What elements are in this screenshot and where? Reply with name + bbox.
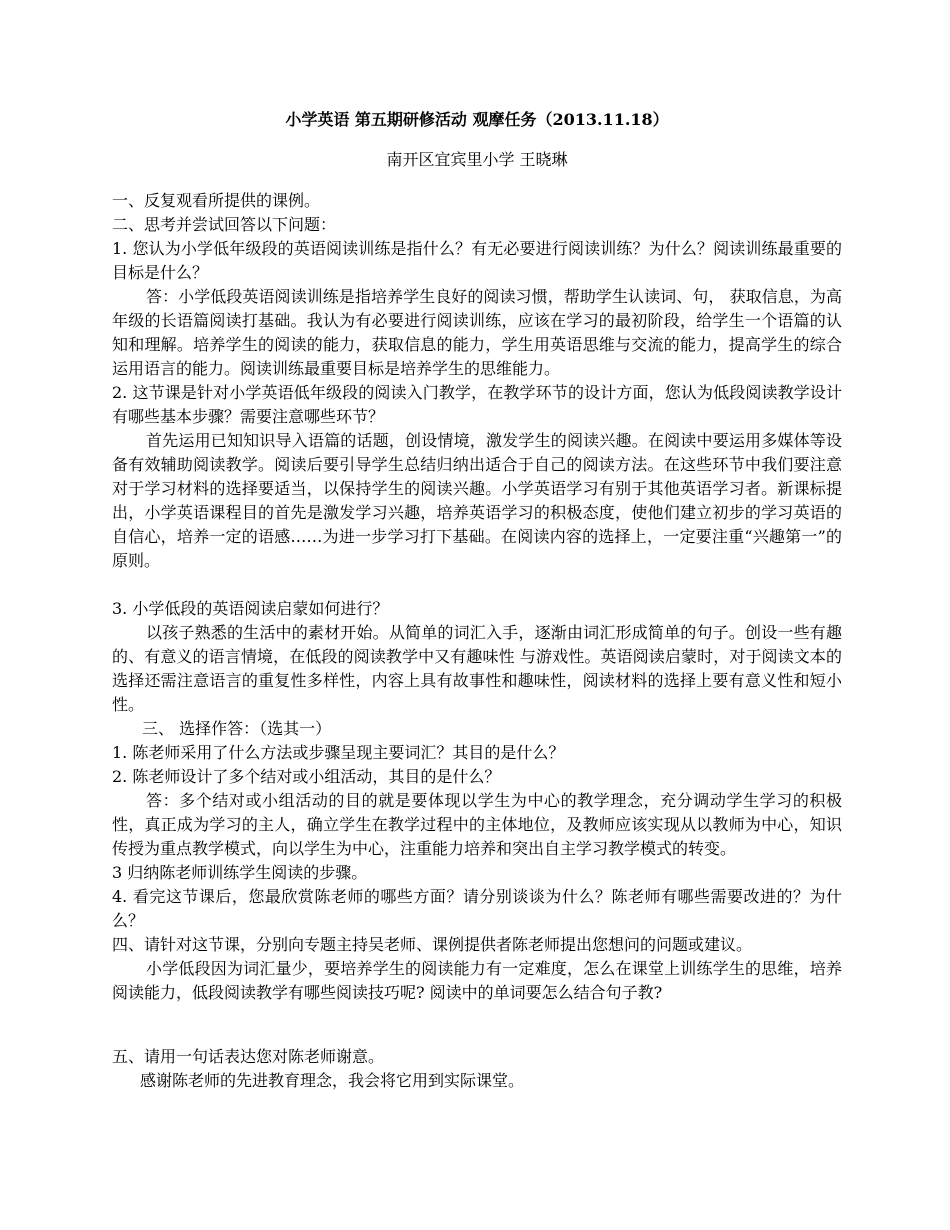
answer-4: 小学低段因为词汇量少，要培养学生的阅读能力有一定难度，怎么在课堂上训练学生的思维，培养阅读能力，低段阅读教学有哪些阅读技巧呢? 阅读中的单词要怎么结合句子教? <box>112 959 842 1002</box>
question-2: 2. 这节课是针对小学英语低年级段的阅读入门教学，在教学环节的设计方面，您认为低段阅读教学设计有哪些基本步骤？需要注意哪些环节？ <box>112 383 842 426</box>
choice-question-2: 2. 陈老师设计了多个结对或小组活动，其目的是什么？ <box>112 767 501 786</box>
spacer <box>112 1005 842 1045</box>
section-5-heading: 五、请用一句话表达您对陈老师谢意。 <box>112 1047 385 1066</box>
answer-2: 首先运用已知知识导入语篇的话题，创设情境，激发学生的阅读兴趣。在阅读中要运用多媒体等设备有效辅助阅读教学。阅读后要引导学生总结归纳出适合于自己的阅读方法。在这些环节中我们要注意对于学习材料的选择要适当，以保持学生的阅读兴趣。小学英语学习有别于其他英语学习者。新课标提出，小学英语课程目的首先是激发学习兴趣，培养英语学习的积极态度，使他们建立初步的学习英语的自信心，培养一定的语感……为进一步学习打下基础。在阅读内容的选择上，一定要注重“兴趣第一”的原则。 <box>112 431 842 570</box>
choice-question-1: 1. 陈老师采用了什么方法或步骤呈现主要词汇？其目的是什么？ <box>112 743 565 762</box>
author-line: 南开区宜宾里小学 王晓琳 <box>386 150 568 169</box>
question-3: 3. 小学低段的英语阅读启蒙如何进行？ <box>112 599 389 618</box>
answer-3: 以孩子熟悉的生活中的素材开始。从简单的词汇入手，逐渐由词汇形成简单的句子。创设一些有趣的、有意义的语言情境，在低段的阅读教学中又有趣味性 与游戏性。英语阅读启蒙时，对于阅读文本的选择还需注意语言的重复性多样性，内容上具有故事性和趣味性，阅读材料的选择上要有意义性和短小性。 <box>112 623 842 714</box>
section-3-heading: 三、 选择作答：（选其一） <box>142 719 332 738</box>
choice-question-4: 4. 看完这节课后，您最欣赏陈老师的哪些方面？请分别谈谈为什么？陈老师有哪些需要改进的？为什么？ <box>112 887 842 930</box>
question-1: 1. 您认为小学低年级段的英语阅读训练是指什么？有无必要进行阅读训练？为什么？阅读训练最重要的目标是什么？ <box>112 239 842 282</box>
section-1-heading: 一、反复观看所提供的课例。 <box>112 191 321 210</box>
section-2-heading: 二、思考并尝试回答以下问题： <box>112 215 337 234</box>
spacer <box>112 573 842 597</box>
choice-question-3: 3 归纳陈老师训练学生阅读的步骤。 <box>112 863 368 882</box>
answer-5: 感谢陈老师的先进教育理念，我会将它用到实际课堂。 <box>140 1071 525 1090</box>
document-title: 小学英语 第五期研修活动 观摩任务（2013.11.18） <box>285 110 669 129</box>
answer-1: 答：小学低段英语阅读训练是指培养学生良好的阅读习惯，帮助学生认读词、句， 获取信息，为高年级的长语篇阅读打基础。我认为有必要进行阅读训练，应该在学习的最初阶段，给学生一个语篇的认知和理解。培养学生的阅读的能力，获取信息的能力，学生用英语思维与交流的能力，提高学生的综合运用语言的能力。阅读训练最重要目标是培养学生的思维能力。 <box>112 287 842 378</box>
document-page <box>112 108 842 1093</box>
section-4-heading: 四、请针对这节课，分别向专题主持吴老师、课例提供者陈老师提出您想问的问题或建议。 <box>112 935 753 954</box>
choice-answer-2: 答：多个结对或小组活动的目的就是要体现以学生为中心的教学理念，充分调动学生学习的积极性，真正成为学习的主人，确立学生在教学过程中的主体地位，及教师应该实现从以教师为中心，知识传授为重点教学模式，向以学生为中心，注重能力培养和突出自主学习教学模式的转变。 <box>112 791 842 858</box>
